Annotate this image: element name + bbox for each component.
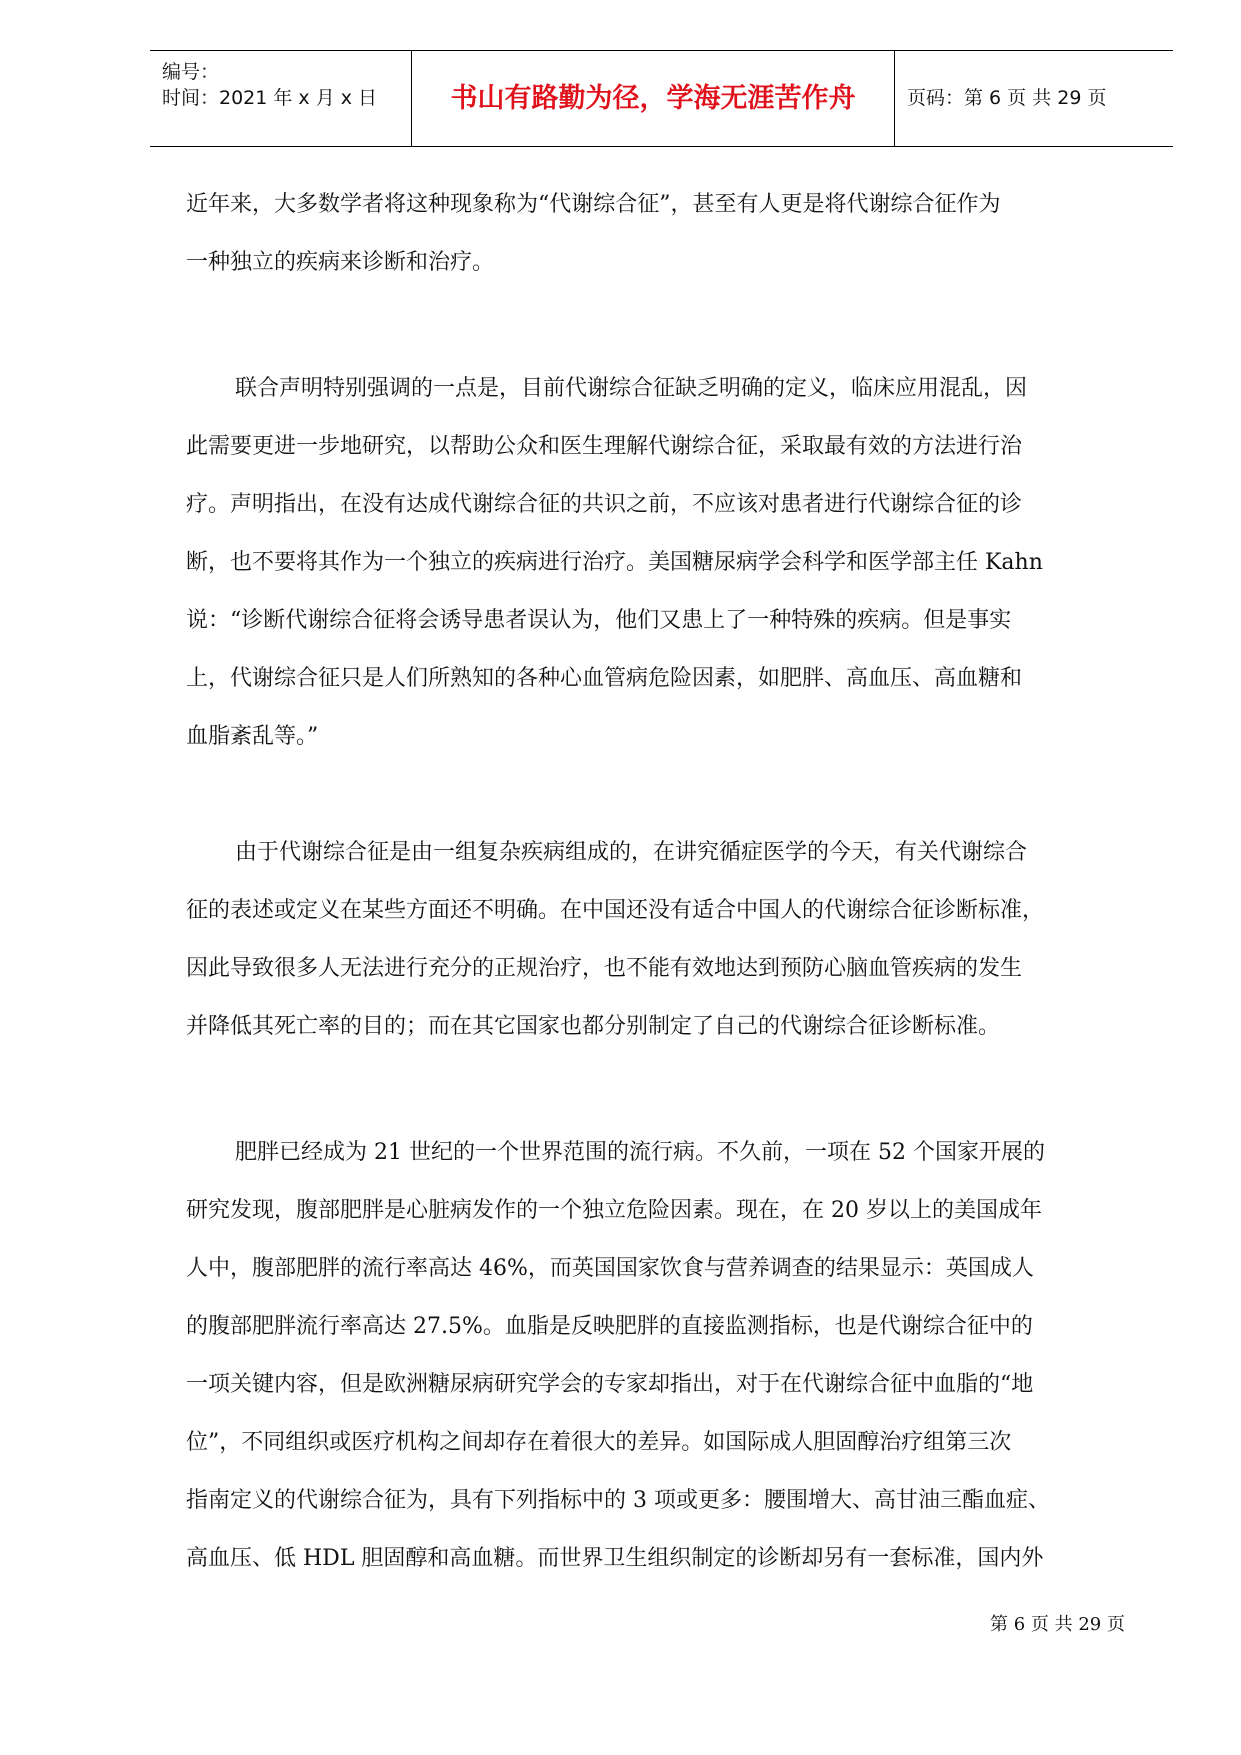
paragraph [186,360,1146,766]
paragraph [186,176,1146,292]
paragraph [186,824,1146,1056]
text-line: 高血压、低 HDL 胆固醇和高血糖。而世界卫生组织制定的诊断却另有一套标准，国内外 [186,1546,1044,1571]
text-line: 征的表述或定义在某些方面还不明确。在中国还没有适合中国人的代谢综合征诊断标准， [186,898,1045,923]
document-number-label: 编号： [162,61,220,83]
paragraph [186,1124,1146,1588]
text-line: 此需要更进一步地研究，以帮助公众和医生理解代谢综合征，采取最有效的方法进行治 [186,434,1023,459]
text-line: 因此导致很多人无法进行充分的正规治疗，也不能有效地达到预防心脑血管疾病的发生 [186,956,1023,981]
page-footer: 第 6 页 共 29 页 [990,1614,1125,1635]
text-line: 上，代谢综合征只是人们所熟知的各种心血管病危险因素，如肥胖、高血压、高血糖和 [186,666,1023,691]
text-line: 血脂紊乱等。” [186,724,319,749]
text-line: 位”，不同组织或医疗机构之间却存在着很大的差异。如国际成人胆固醇治疗组第三次 [186,1430,1012,1455]
text-line: 一种独立的疾病来诊断和治疗。 [186,250,495,275]
text-line: 断，也不要将其作为一个独立的疾病进行治疗。美国糖尿病学会科学和医学部主任 Kahn [186,550,1043,575]
text-line: 一项关键内容，但是欧洲糖尿病研究学会的专家却指出，对于在代谢综合征中血脂的“地 [186,1372,1034,1397]
header-divider [894,51,895,146]
header-page-number: 页码：第 6 页 共 29 页 [907,87,1107,109]
text-line: 说：“诊断代谢综合征将会诱导患者误认为，他们又患上了一种特殊的疾病。但是事实 [186,608,1012,633]
text-line: 人中，腹部肥胖的流行率高达 46%，而英国国家饮食与营养调查的结果显示：英国成人 [186,1256,1034,1281]
page-header [150,50,1173,147]
text-line: 由于代谢综合征是由一组复杂疾病组成的，在讲究循症医学的今天，有关代谢综合 [235,840,1028,865]
text-line: 肥胖已经成为 21 世纪的一个世界范围的流行病。不久前，一项在 52 个国家开展的 [235,1140,1045,1165]
text-line: 疗。声明指出，在没有达成代谢综合征的共识之前，不应该对患者进行代谢综合征的诊 [186,492,1023,517]
text-line: 并降低其死亡率的目的；而在其它国家也都分别制定了自己的代谢综合征诊断标准。 [186,1014,1001,1039]
text-line: 近年来，大多数学者将这种现象称为“代谢综合征”，甚至有人更是将代谢综合征作为 [186,192,1001,217]
text-line: 的腹部肥胖流行率高达 27.5%。血脂是反映肥胖的直接监测指标，也是代谢综合征中的 [186,1314,1033,1339]
text-line: 联合声明特别强调的一点是，目前代谢综合征缺乏明确的定义，临床应用混乱，因 [235,376,1028,401]
header-motto: 书山有路勤为径，学海无涯苦作舟 [450,83,856,114]
text-line: 研究发现，腹部肥胖是心脏病发作的一个独立危险因素。现在，在 20 岁以上的美国成年 [186,1198,1042,1223]
document-time-label: 时间：2021 年 x 月 x 日 [162,87,378,109]
text-line: 指南定义的代谢综合征为，具有下列指标中的 3 项或更多：腰围增大、高甘油三酯血症、 [186,1488,1050,1513]
